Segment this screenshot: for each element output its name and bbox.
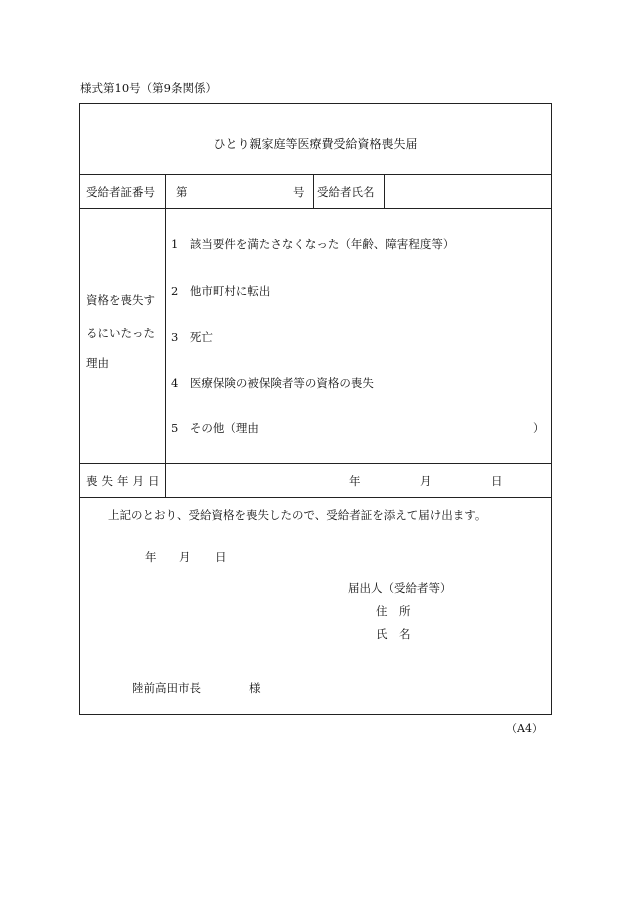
applicant-heading: 届出人（受給者等）	[348, 581, 452, 595]
addressee-name: 陸前高田市長	[132, 681, 201, 695]
row-divider	[80, 497, 551, 498]
loss-date-label: 喪失年月日	[86, 474, 164, 488]
row-divider	[80, 463, 551, 464]
recipient-name-label: 受給者氏名	[317, 185, 375, 199]
addressee-honorific: 様	[249, 681, 261, 695]
submission-month: 月	[179, 550, 191, 564]
reason-item: 1 該当要件を満たさなくなった（年齢、障害程度等）	[171, 237, 455, 251]
loss-date-day: 日	[491, 474, 503, 488]
reason-close-paren: ）	[533, 421, 545, 435]
submission-day: 日	[215, 550, 227, 564]
row-divider	[80, 174, 551, 175]
column-divider	[165, 174, 166, 497]
applicant-address-label: 住 所	[376, 604, 411, 618]
statement-text: 上記のとおり、受給資格を喪失したので、受給者証を添えて届け出ます。	[108, 508, 487, 522]
form-number: 様式第10号（第9条関係）	[80, 81, 217, 95]
form-frame	[79, 103, 552, 715]
loss-date-month: 月	[420, 474, 432, 488]
column-divider	[313, 174, 314, 208]
reason-label-line: るにいたった	[86, 326, 155, 340]
submission-year: 年	[145, 550, 157, 564]
reason-item: 5 その他（理由	[171, 421, 259, 435]
reason-item: 3 死亡	[171, 330, 213, 344]
applicant-name-label: 氏 名	[376, 627, 411, 641]
reason-item: 4 医療保険の被保険者等の資格の喪失	[171, 376, 374, 390]
loss-date-year: 年	[349, 474, 361, 488]
cert-number-suffix: 号	[293, 185, 305, 199]
row-divider	[80, 208, 551, 209]
reason-label-line: 理由	[86, 356, 109, 370]
reason-item: 2 他市町村に転出	[171, 284, 271, 298]
cert-number-label: 受給者証番号	[86, 185, 155, 199]
cert-number-prefix: 第	[176, 185, 188, 199]
reason-label-line: 資格を喪失す	[86, 293, 155, 307]
form-title: ひとり親家庭等医療費受給資格喪失届	[213, 137, 418, 151]
column-divider	[384, 174, 385, 208]
paper-size-note: （A4）	[506, 722, 543, 735]
